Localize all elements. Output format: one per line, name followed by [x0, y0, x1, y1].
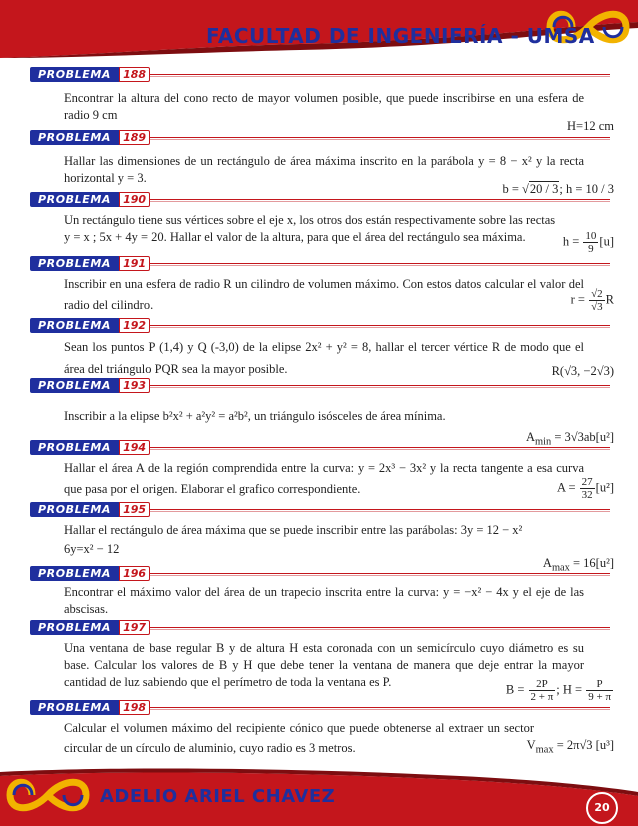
answer-b-prefix: B = — [505, 682, 528, 697]
answer-prefix: A — [525, 430, 536, 444]
problem-number: 196 — [119, 566, 150, 581]
problem-answer: b = √20 / 3; h = 10 / 3 — [502, 182, 614, 196]
problem-answer — [527, 737, 614, 759]
answer-prefix: A — [542, 556, 552, 570]
problem-number: 192 — [119, 318, 150, 333]
problem-number: 191 — [119, 256, 150, 271]
problem-word: PROBLEMA — [30, 700, 119, 715]
problem-label — [30, 700, 150, 715]
problem-number: 190 — [119, 192, 150, 207]
answer-prefix: V — [526, 738, 536, 752]
footer-author: ADELIO ARIEL CHAVEZ — [100, 786, 336, 807]
answer-separator: ; H = — [556, 682, 586, 697]
problem-text: Hallar las dimensiones de un rectángulo de área máxima inscrito en la parábola y = 8 − x² y la recta horizontal y = 3. — [64, 154, 584, 185]
problem-word: PROBLEMA — [30, 566, 119, 581]
problem-word: PROBLEMA — [30, 192, 119, 207]
problem-word: PROBLEMA — [30, 378, 119, 393]
answer-subscript: min — [535, 436, 552, 448]
answer-subscript: max — [551, 562, 570, 574]
problem-label — [30, 502, 150, 517]
problem-label — [30, 130, 150, 145]
problem-label — [30, 67, 150, 82]
problem-text-line-1: Un rectángulo tiene sus vértices sobre el eje x, los otros dos están respectivamente sobre las rectas — [64, 213, 556, 227]
problem-text: Hallar el área A de la región comprendida entre la curva: y = 2x³ − 3x² y la recta tangente a esa curva que pasa por el origen. Elaborar el grafico correspondiente. — [64, 461, 584, 496]
answer-fraction — [589, 288, 605, 313]
answer-suffix: = 3√3ab[u²] — [551, 430, 614, 444]
page-number: 20 — [586, 792, 618, 824]
problem-word: PROBLEMA — [30, 620, 119, 635]
answer-prefix: A = — [557, 480, 579, 495]
problem-text-line-2: y = x ; 5x + 4y = 20. Hallar el valor de la altura, para que el área del rectángulo sea máxima. — [64, 230, 526, 244]
answer-prefix: h = — [562, 234, 583, 249]
fraction-denominator: √3 — [591, 301, 603, 313]
answer-suffix: R — [605, 292, 614, 307]
answer-prefix: b = — [502, 182, 523, 196]
problem-answer: H=12 cm — [567, 119, 614, 133]
problem-word: PROBLEMA — [30, 318, 119, 333]
problem-text: Inscribir en una esfera de radio R un cilindro de volumen máximo. Con estos datos calcular el valor del radio del cilindro. — [64, 277, 584, 312]
problem-answer — [506, 678, 614, 703]
answer-suffix: = 16[u²] — [569, 556, 614, 570]
problem-text: Una ventana de base regular B y de altura H esta coronada con un semicírculo cuyo diámetro es su base. Calcular los valores de B y H que debe tener la ventana de manera que deje entrar la mayor cantidad de luz sabiendo que el perímetro de toda la ventana es P. — [64, 641, 584, 689]
answer-suffix: ; h = 10 / 3 — [559, 182, 614, 196]
problem-text: Sean los puntos P (1,4) y Q (-3,0) de la elipse 2x² + y² = 8, hallar el tercer vértice R de modo que el área del triángulo PQR sea la mayor posible. — [64, 340, 584, 376]
fraction-denominator: 9 — [588, 243, 594, 255]
problem-word: PROBLEMA — [30, 130, 119, 145]
problem-label — [30, 318, 150, 333]
fraction-numerator: 2P — [529, 678, 556, 691]
problem-label — [30, 566, 150, 581]
fraction-denominator: 32 — [581, 489, 593, 501]
problem-number: 188 — [119, 67, 150, 82]
answer-suffix: [u] — [599, 234, 614, 249]
problem-label — [30, 378, 150, 393]
fraction-denominator: 9 + π — [588, 691, 611, 703]
answer-h-fraction — [586, 678, 613, 703]
problem-answer — [557, 476, 614, 501]
problem-number: 198 — [119, 700, 150, 715]
problem-number: 193 — [119, 378, 150, 393]
problem-number: 189 — [119, 130, 150, 145]
answer-fraction — [580, 476, 595, 501]
fraction-numerator: 27 — [581, 476, 593, 488]
answer-suffix: = 2π√3 [u³] — [553, 738, 614, 752]
problem-number: 195 — [119, 502, 150, 517]
problem-text: Inscribir a la elipse b²x² + a²y² = a²b², un triángulo isósceles de área mínima. — [64, 409, 446, 423]
umsa-logo-icon — [2, 770, 94, 820]
fraction-numerator: 10 — [585, 230, 597, 242]
problem-text: Encontrar el máximo valor del área de un trapecio inscrita entre la curva: y = −x² − 4x y el eje de las abscisas. — [64, 585, 584, 616]
problem-word: PROBLEMA — [30, 440, 119, 455]
problem-text: Encontrar la altura del cono recto de mayor volumen posible, que puede inscribirse en una esfera de radio 9 cm — [64, 91, 584, 122]
problem-label — [30, 440, 150, 455]
problem-answer — [563, 230, 614, 255]
problem-text: Calcular el volumen máximo del recipiente cónico que puede obtenerse al extraer un sector circular de un círculo de aluminio, cuyo radio es 3 metros. — [64, 721, 534, 755]
problem-text-line-2: 6y=x² − 12 — [64, 542, 120, 556]
problem-word: PROBLEMA — [30, 256, 119, 271]
problem-label — [30, 256, 150, 271]
fraction-denominator: 2 + π — [530, 691, 554, 703]
problem-text-line-1: Hallar el rectángulo de área máxima que se puede inscribir entre las parábolas: 3y = 12 − x² — [64, 523, 523, 537]
problem-number: 197 — [119, 620, 150, 635]
answer-b-fraction — [529, 678, 556, 703]
problem-word: PROBLEMA — [30, 502, 119, 517]
answer-suffix: [u²] — [595, 480, 614, 495]
answer-fraction — [583, 230, 598, 255]
answer-prefix: r = — [570, 292, 589, 307]
problem-answer — [571, 288, 614, 313]
fraction-numerator: P — [586, 678, 613, 691]
problem-label — [30, 192, 150, 207]
problem-word: PROBLEMA — [30, 67, 119, 82]
problem-number: 194 — [119, 440, 150, 455]
problem-answer: R(√3, −2√3) — [551, 364, 614, 378]
answer-sqrt: 20 / 3 — [529, 182, 559, 196]
answer-subscript: max — [535, 744, 554, 756]
fraction-numerator: √2 — [591, 288, 603, 300]
header-title: FACULTAD DE INGENIERÍA - UMSA — [206, 24, 595, 48]
problem-label — [30, 620, 150, 635]
